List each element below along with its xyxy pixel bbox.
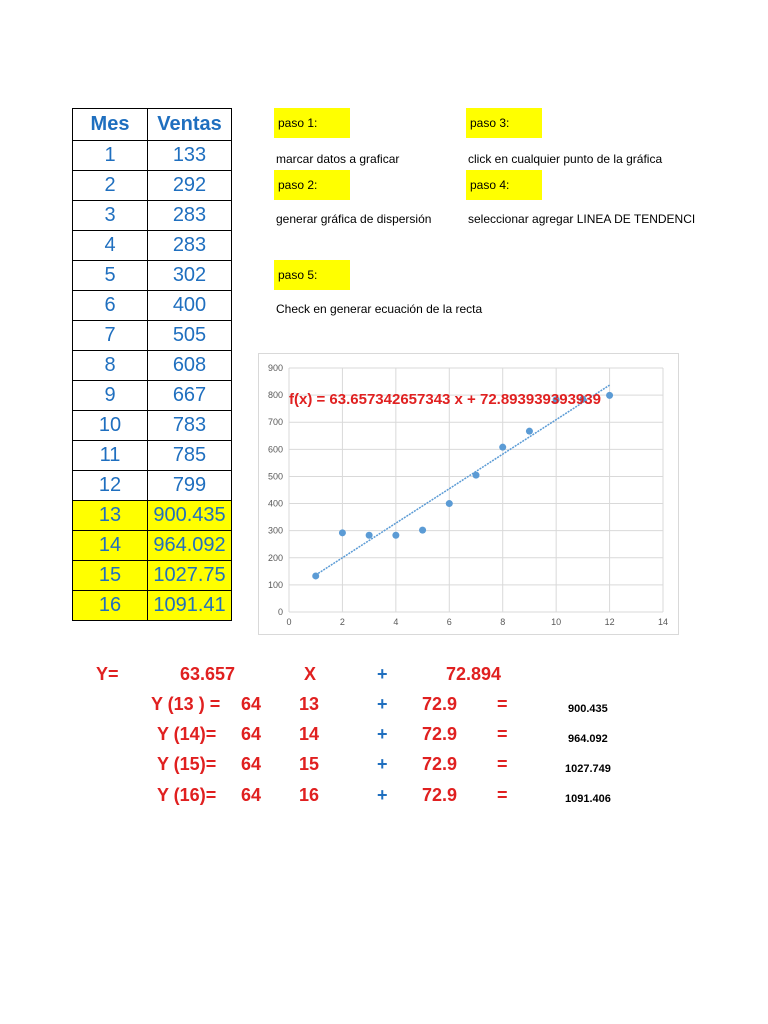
cell-mes[interactable]: 1 bbox=[73, 141, 148, 171]
prediction-plus: + bbox=[377, 785, 388, 805]
prediction-slope: 64 bbox=[241, 754, 262, 774]
cell-mes[interactable]: 10 bbox=[73, 411, 148, 441]
step-1-text[interactable]: marcar datos a graficar bbox=[276, 152, 400, 166]
data-point[interactable] bbox=[499, 444, 506, 451]
data-point[interactable] bbox=[419, 527, 426, 534]
header-ventas[interactable]: Ventas bbox=[148, 109, 232, 141]
data-point[interactable] bbox=[473, 472, 480, 479]
data-point[interactable] bbox=[392, 532, 399, 539]
cell-ventas[interactable]: 505 bbox=[148, 321, 232, 351]
cell-ventas[interactable]: 133 bbox=[148, 141, 232, 171]
cell-ventas[interactable]: 783 bbox=[148, 411, 232, 441]
forecast-row bbox=[73, 531, 232, 561]
prediction-x: 15 bbox=[299, 754, 320, 774]
prediction-intercept: 72.9 bbox=[422, 694, 458, 714]
table-header-row bbox=[73, 109, 232, 141]
y-tick-label: 700 bbox=[267, 417, 283, 428]
prediction-plus: + bbox=[377, 724, 388, 744]
y-tick-label: 600 bbox=[267, 444, 283, 455]
cell-mes[interactable]: 15 bbox=[73, 561, 148, 591]
cell-mes[interactable]: 12 bbox=[73, 471, 148, 501]
y-tick-label: 400 bbox=[267, 498, 283, 509]
prediction-plus: + bbox=[377, 754, 388, 774]
cell-mes[interactable]: 14 bbox=[73, 531, 148, 561]
x-tick-label: 8 bbox=[500, 617, 506, 627]
prediction-x: 13 bbox=[299, 694, 320, 714]
x-tick-label: 4 bbox=[393, 617, 399, 627]
table-row bbox=[73, 471, 232, 501]
cell-ventas[interactable]: 667 bbox=[148, 381, 232, 411]
cell-mes[interactable]: 6 bbox=[73, 291, 148, 321]
forecast-row bbox=[73, 591, 232, 621]
cell-ventas[interactable]: 302 bbox=[148, 261, 232, 291]
y-tick-label: 200 bbox=[267, 552, 283, 563]
cell-mes[interactable]: 4 bbox=[73, 231, 148, 261]
y-tick-label: 0 bbox=[277, 607, 283, 617]
cell-mes[interactable]: 8 bbox=[73, 351, 148, 381]
cell-mes[interactable]: 16 bbox=[73, 591, 148, 621]
prediction-equals: = bbox=[497, 754, 508, 774]
step-5-text[interactable]: Check en generar ecuación de la recta bbox=[276, 302, 483, 316]
cell-mes[interactable]: 13 bbox=[73, 501, 148, 531]
step-1-label[interactable]: paso 1: bbox=[274, 108, 350, 138]
data-point[interactable] bbox=[446, 500, 453, 507]
table-row bbox=[73, 381, 232, 411]
x-tick-label: 6 bbox=[446, 617, 452, 627]
table-row bbox=[73, 141, 232, 171]
prediction-result[interactable]: 1027.749 bbox=[565, 763, 611, 775]
x-label: X bbox=[304, 664, 317, 684]
cell-ventas[interactable]: 964.092 bbox=[148, 531, 232, 561]
prediction-label: Y (16)= bbox=[157, 785, 217, 805]
cell-ventas[interactable]: 799 bbox=[148, 471, 232, 501]
prediction-plus: + bbox=[377, 694, 388, 714]
cell-ventas[interactable]: 1091.41 bbox=[148, 591, 232, 621]
sales-table bbox=[72, 108, 232, 621]
chart-canvas bbox=[259, 354, 678, 634]
cell-mes[interactable]: 5 bbox=[73, 261, 148, 291]
table-row bbox=[73, 441, 232, 471]
x-tick-label: 12 bbox=[604, 617, 615, 627]
prediction-equals: = bbox=[497, 694, 508, 714]
table-row bbox=[73, 411, 232, 441]
table-row bbox=[73, 201, 232, 231]
table-row bbox=[73, 261, 232, 291]
table-row bbox=[73, 231, 232, 261]
forecast-row bbox=[73, 561, 232, 591]
slope-value: 63.657 bbox=[180, 664, 236, 684]
step-4-label[interactable]: paso 4: bbox=[466, 170, 542, 200]
step-3-text[interactable]: click en cualquier punto de la gráfica bbox=[468, 152, 663, 166]
data-point[interactable] bbox=[526, 428, 533, 435]
prediction-slope: 64 bbox=[241, 724, 262, 744]
data-point[interactable] bbox=[312, 572, 319, 579]
y-tick-label: 100 bbox=[267, 579, 283, 590]
prediction-intercept: 72.9 bbox=[422, 754, 458, 774]
prediction-intercept: 72.9 bbox=[422, 785, 458, 805]
cell-mes[interactable]: 3 bbox=[73, 201, 148, 231]
cell-ventas[interactable]: 292 bbox=[148, 171, 232, 201]
chart-points bbox=[312, 392, 613, 580]
data-point[interactable] bbox=[339, 529, 346, 536]
table-row bbox=[73, 171, 232, 201]
trend-line[interactable] bbox=[316, 385, 610, 575]
prediction-x: 14 bbox=[299, 724, 320, 744]
x-tick-label: 2 bbox=[339, 617, 345, 627]
cell-mes[interactable]: 9 bbox=[73, 381, 148, 411]
prediction-label: Y (15)= bbox=[157, 754, 217, 774]
y-tick-label: 300 bbox=[267, 525, 283, 536]
prediction-label: Y (14)= bbox=[157, 724, 217, 744]
cell-ventas[interactable]: 608 bbox=[148, 351, 232, 381]
y-tick-label: 900 bbox=[267, 363, 283, 373]
x-tick-label: 14 bbox=[657, 617, 669, 627]
step-2-text[interactable]: generar gráfica de dispersión bbox=[276, 212, 432, 226]
forecast-row bbox=[73, 501, 232, 531]
table-row bbox=[73, 321, 232, 351]
intercept-value: 72.894 bbox=[446, 664, 502, 684]
step-3-label[interactable]: paso 3: bbox=[466, 108, 542, 138]
prediction-result[interactable]: 900.435 bbox=[568, 703, 608, 715]
scatter-chart[interactable] bbox=[258, 353, 679, 635]
prediction-slope: 64 bbox=[241, 785, 262, 805]
step-2-label[interactable]: paso 2: bbox=[274, 170, 350, 200]
cell-ventas[interactable]: 1027.75 bbox=[148, 561, 232, 591]
x-tick-label: 10 bbox=[551, 617, 562, 627]
cell-ventas[interactable]: 283 bbox=[148, 231, 232, 261]
table-row bbox=[73, 351, 232, 381]
cell-ventas[interactable]: 785 bbox=[148, 441, 232, 471]
table-row bbox=[73, 291, 232, 321]
prediction-result[interactable]: 1091.406 bbox=[565, 793, 611, 805]
header-mes[interactable]: Mes bbox=[73, 109, 148, 141]
prediction-equals: = bbox=[497, 724, 508, 744]
cell-ventas[interactable]: 400 bbox=[148, 291, 232, 321]
x-tick-label: 0 bbox=[286, 617, 292, 627]
prediction-slope: 64 bbox=[241, 694, 262, 714]
y-tick-label: 500 bbox=[267, 471, 283, 482]
prediction-intercept: 72.9 bbox=[422, 724, 458, 744]
plus-sign: + bbox=[377, 664, 388, 684]
data-point[interactable] bbox=[366, 532, 373, 539]
y-tick-label: 800 bbox=[267, 390, 283, 401]
cell-ventas[interactable]: 283 bbox=[148, 201, 232, 231]
prediction-label: Y (13 ) = bbox=[151, 694, 221, 714]
cell-ventas[interactable]: 900.435 bbox=[148, 501, 232, 531]
step-4-text[interactable]: seleccionar agregar LINEA DE TENDENCI bbox=[468, 212, 696, 226]
cell-mes[interactable]: 2 bbox=[73, 171, 148, 201]
trendline-equation-label[interactable]: f(x) = 63.657342657343 x + 72.893939393939 bbox=[289, 391, 601, 408]
data-point[interactable] bbox=[606, 392, 613, 399]
prediction-x: 16 bbox=[299, 785, 320, 805]
step-5-label[interactable]: paso 5: bbox=[274, 260, 350, 290]
cell-mes[interactable]: 7 bbox=[73, 321, 148, 351]
prediction-result[interactable]: 964.092 bbox=[568, 733, 608, 745]
y-label: Y= bbox=[96, 664, 119, 684]
cell-mes[interactable]: 11 bbox=[73, 441, 148, 471]
prediction-equals: = bbox=[497, 785, 508, 805]
